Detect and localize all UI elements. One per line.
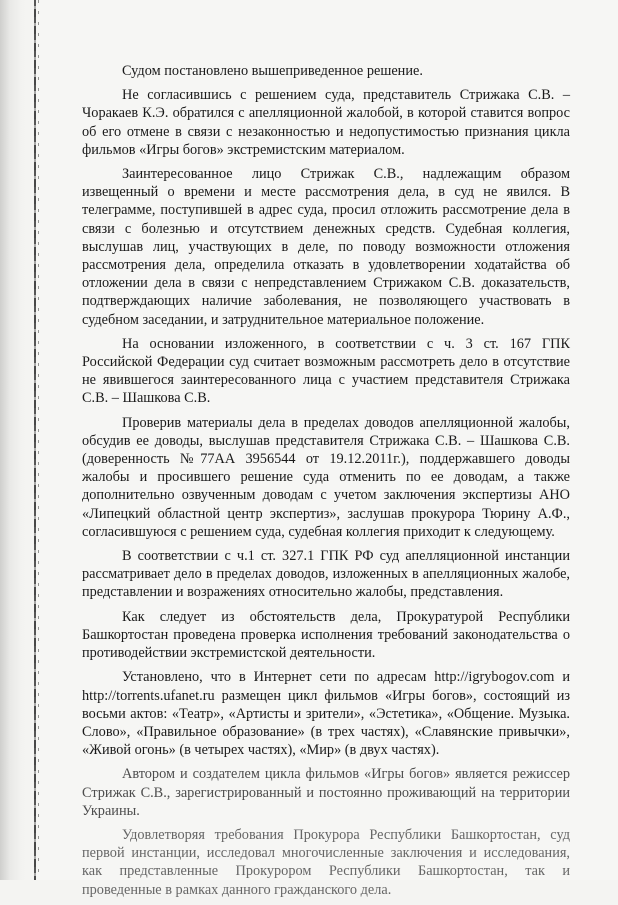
paragraph: В соответствии с ч.1 ст. 327.1 ГПК РФ суд апелляционной инстанции рассматривает дело в пределах доводов, изложенных в апелляционных жалобе, представлении и возражениях относительно жалобы, представления.: [82, 548, 570, 601]
scan-binding-stripe: [34, 0, 36, 880]
paragraph: Судом постановлено вышеприведенное решение.: [122, 63, 423, 79]
paragraph: Как следует из обстоятельств дела, Прокуратурой Республики Башкортостан проведена проверка исполнения требований законодательства о противодействии экстремистской деятельности.: [82, 608, 570, 662]
paragraph: Автором и создателем цикла фильмов «Игры богов» является режиссер Стрижак С.В., зарегистрированный и постоянно проживающий на территории Украины.: [82, 766, 570, 819]
paragraph: Удовлетворяя требования Прокурора Республики Башкортостан, суд первой инстанции, исследовал многочисленные заключения и исследования, как представленные Прокурором Республики Башкортостан, так и проведенные в рамках данного гражданского дела.: [82, 826, 570, 898]
paragraph: Заинтересованное лицо Стрижак С.В., надлежащим образом извещенный о времени и месте рассмотрения дела, в суд не явился. В телеграмме, поступившей в адрес суда, просил отложить рассмотрение дела в связи с болезнью и отсутствием денежных средств. Судебная коллегия, выслушав лиц, участвующих в деле, по поводу возможности отложения рассмотрения дела, определила отказать в удовлетворении ходатайства об отложении дела в связи с непредставлением Стрижаком С.В. доказательств, подтверждающих наличие заболевания, не позволяющего участвовать в судебном заседании, и затруднительное материальное положение.: [82, 166, 570, 328]
paragraph: Не согласившись с решением суда, представитель Стрижака С.В. – Чоракаев К.Э. обратился с апелляционной жалобой, в которой ставится вопрос об его отмене в связи с незаконностью и недопустимостью признания цикла фильмов «Игры богов» экстремистским материалом.: [82, 87, 570, 158]
paragraph: На основании изложенного, в соответствии с ч. 3 ст. 167 ГПК Российской Федерации суд считает возможным рассмотреть дело в отсутствие не явившегося заинтересованного лица с участием представителя Стрижака С.В. – Шашкова С.В.: [82, 335, 570, 407]
paragraph: Проверив материалы дела в пределах доводов апелляционной жалобы, обсудив ее доводы, выслушав представителя Стрижака С.В. – Шашкова С.В. (доверенность №77АА 3956544 от 19.12.2011г.), поддержавшего доводы жалобы и просившего решение суда отменить по ее доводам, а также дополнительно озвученным доводам с учетом заключения экспертизы АНО «Липецкий областной центр экспертиз», заслушав прокурора Тюрину А.Ф., согласившуюся с решением суда, судебная коллегия приходит к следующему.: [82, 414, 570, 540]
document-body: [82, 62, 570, 905]
paragraph: Установлено, что в Интернет сети по адресам http://igrybogov.com и http://torrents.ufanet.ru размещен цикл фильмов «Игры богов», состоящий из восьми актов: «Театр», «Артисты и зрители», «Эстетика», «Общение. Музыка. Слово», «Правильное образование» (в трех частях), «Славянские привычки», «Живой огонь» (в четырех частях), «Мир» (в двух частях).: [82, 669, 570, 759]
scan-binding-stripe-secondary: [38, 0, 39, 880]
